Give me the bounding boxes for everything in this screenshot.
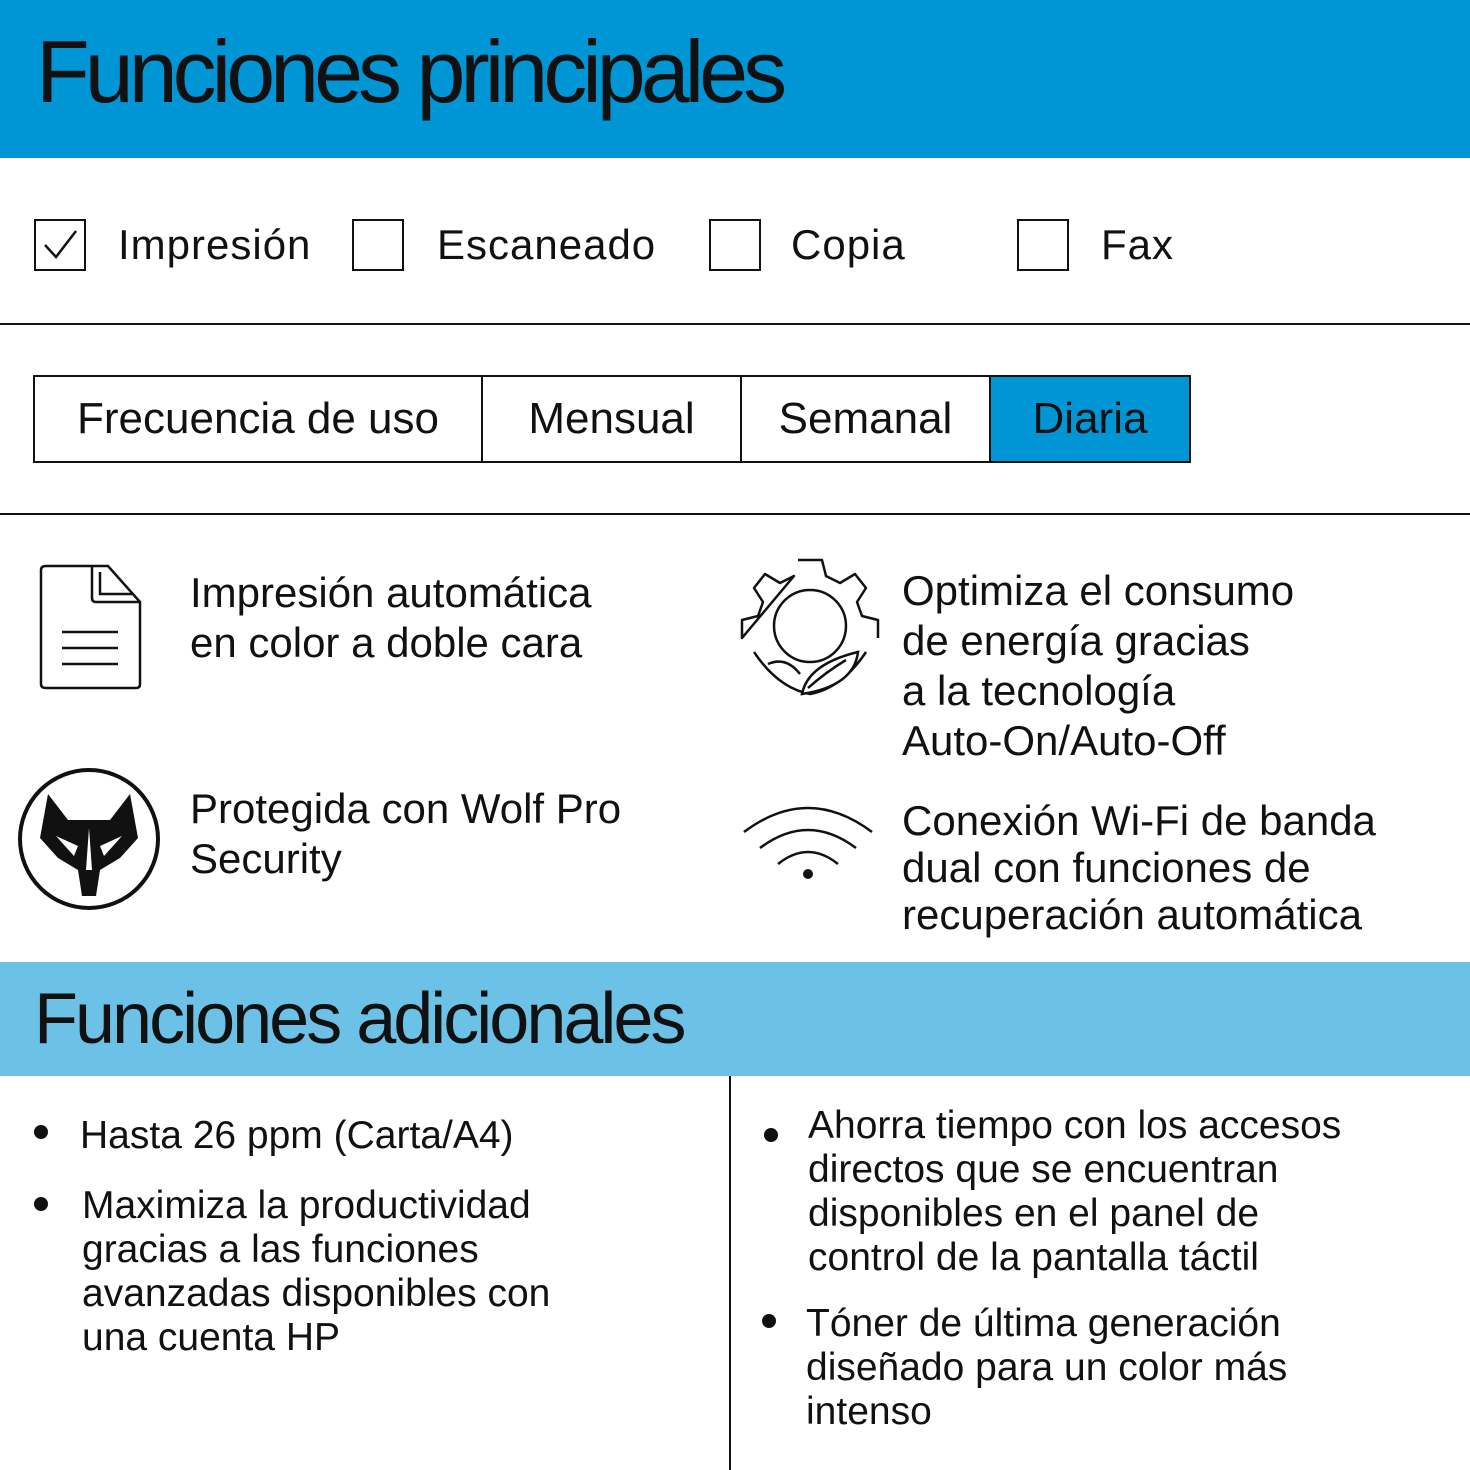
usage-frequency-table [33,375,1191,463]
checkbox-label-impresion: Impresión [118,221,312,268]
frequency-label: Frecuencia de uso [35,377,483,461]
divider [0,323,1470,325]
bullet [34,1125,48,1139]
checkbox-copia[interactable] [709,219,761,271]
additional-section-title: Funciones adicionales [34,979,684,1059]
bullet [34,1197,48,1211]
checkbox-impresion[interactable] [34,219,86,271]
checkmark-icon [36,221,84,269]
feature-energy-text: Optimiza el consumo de energía gracias a la tecnología Auto-On/Auto-Off [902,567,1295,764]
feature-duplex-text: Impresión automática en color a doble cara [190,569,592,666]
list-item: Tóner de última generación diseñado para un color más intenso [806,1302,1288,1433]
frequency-option-mensual[interactable]: Mensual [483,377,742,461]
checkbox-label-escaneado: Escaneado [437,221,657,268]
gear-leaf-icon [738,556,882,700]
wolf-shield-icon [16,766,162,912]
bullet [764,1128,778,1142]
list-item: Hasta 26 ppm (Carta/A4) [80,1114,514,1157]
bullet [762,1314,776,1328]
checkbox-label-fax: Fax [1101,221,1175,268]
feature-security-text: Protegida con Wolf Pro Security [190,785,622,882]
frequency-option-diaria[interactable]: Diaria [991,377,1189,461]
feature-wifi-text: Conexión Wi-Fi de banda dual con funciones de recuperación automática [902,797,1376,938]
main-section-title: Funciones principales [36,22,783,121]
list-item: Maximiza la productividad gracias a las funciones avanzadas disponibles con una cuenta HP [82,1184,551,1359]
divider [0,513,1470,515]
checkbox-fax[interactable] [1017,219,1069,271]
wifi-icon [740,798,876,884]
document-icon [36,562,146,694]
checkbox-escaneado[interactable] [352,219,404,271]
frequency-option-semanal[interactable]: Semanal [742,377,991,461]
list-item: Ahorra tiempo con los accesos directos que se encuentran disponibles en el panel de control de la pantalla táctil [808,1104,1342,1279]
column-divider [729,1076,731,1470]
checkbox-label-copia: Copia [791,221,906,268]
